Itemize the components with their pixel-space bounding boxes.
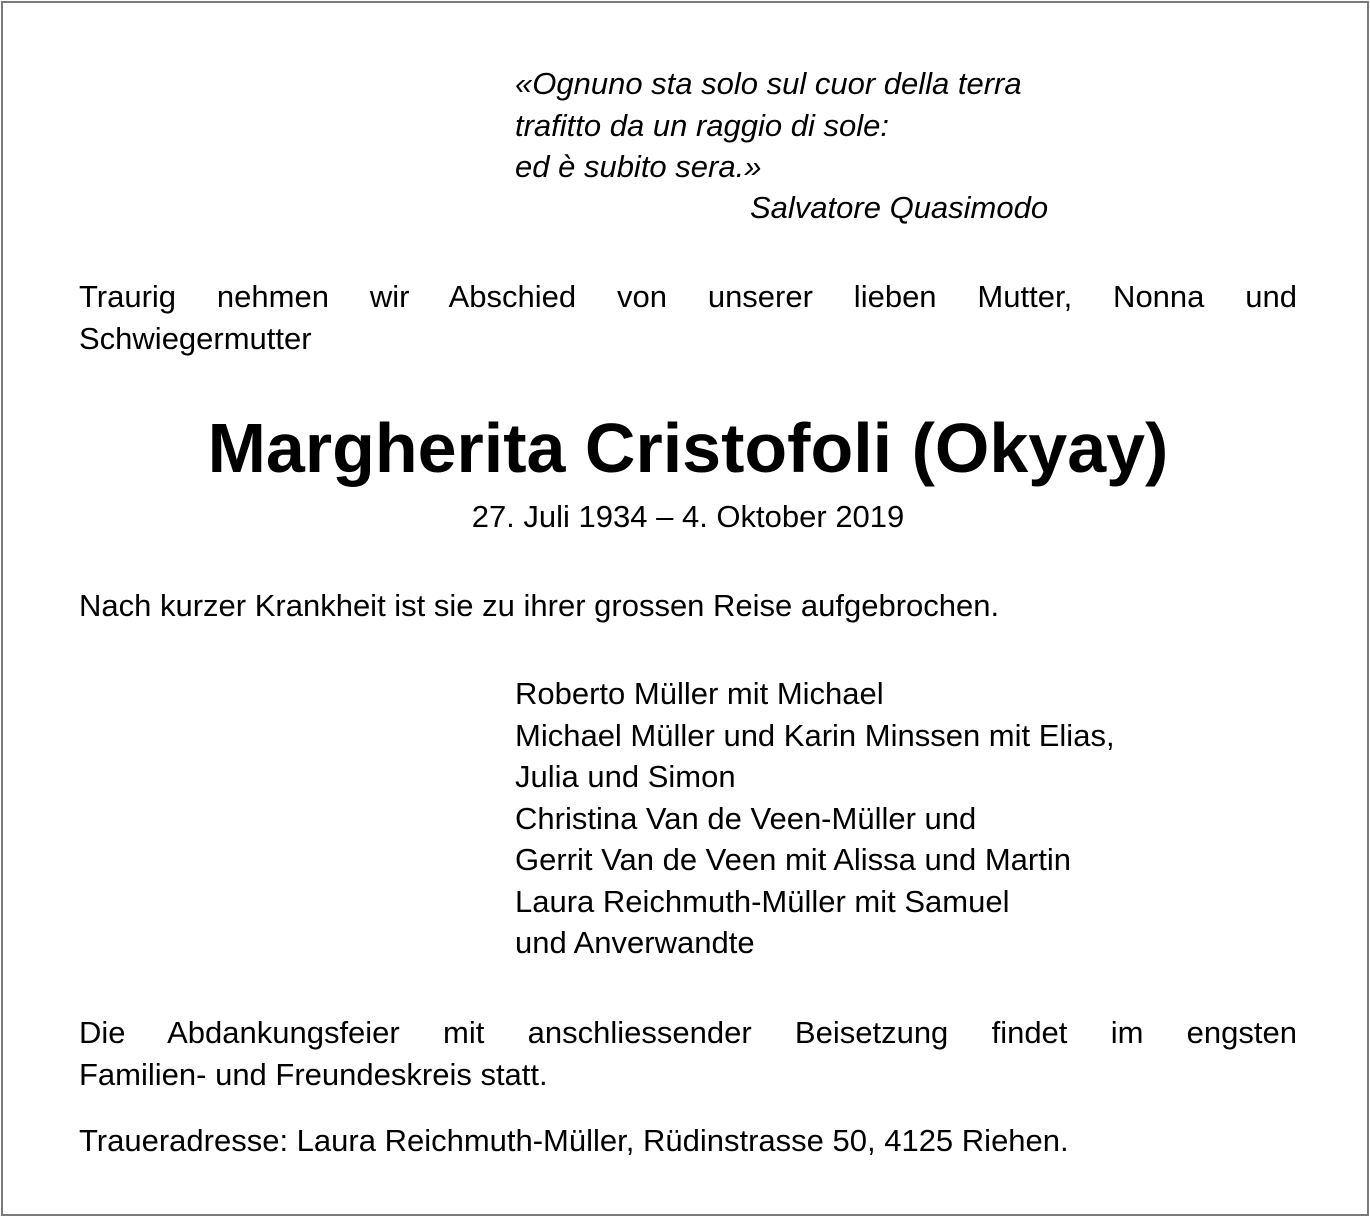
ceremony-line: Die Abdankungsfeier mit anschliessender Beisetzung findet im engsten xyxy=(79,1015,1297,1050)
family-member: Laura Reichmuth-Müller mit Samuel xyxy=(515,883,1010,919)
obituary-frame xyxy=(1,1,1369,1216)
quote-line: ed è subito sera.» xyxy=(515,149,762,184)
quote-author: Salvatore Quasimodo xyxy=(750,190,1049,225)
poem-quote xyxy=(515,63,1022,188)
deceased-name: Margherita Cristofoli (Okyay) xyxy=(207,409,1169,487)
family-member: Roberto Müller mit Michael xyxy=(515,676,884,711)
ceremony-paragraph xyxy=(79,1012,1297,1095)
mourning-address: Traueradresse: Laura Reichmuth-Müller, Rüdinstrasse 50, 4125 Riehen. xyxy=(79,1123,1069,1158)
quote-line: «Ognuno sta solo sul cuor della terra xyxy=(515,66,1022,101)
journey-text: Nach kurzer Krankheit ist sie zu ihrer grossen Reise aufgebrochen. xyxy=(79,588,1000,623)
life-dates: 27. Juli 1934 – 4. Oktober 2019 xyxy=(471,499,905,534)
ceremony-line: Familien- und Freundeskreis statt. xyxy=(79,1056,548,1092)
quote-line: trafitto da un raggio di sole: xyxy=(515,107,889,143)
intro-line: Traurig nehmen wir Abschied von unserer lieben Mutter, Nonna und xyxy=(79,279,1297,314)
family-list xyxy=(515,673,1115,964)
family-member: Christina Van de Veen-Müller und xyxy=(515,800,977,836)
family-member: Julia und Simon xyxy=(515,759,736,794)
family-member: und Anverwandte xyxy=(515,925,755,960)
intro-line: Schwiegermutter xyxy=(79,320,312,356)
intro-paragraph xyxy=(79,276,1297,359)
family-member: Gerrit Van de Veen mit Alissa und Martin xyxy=(515,842,1071,877)
family-member: Michael Müller und Karin Minssen mit Elias, xyxy=(515,717,1115,753)
